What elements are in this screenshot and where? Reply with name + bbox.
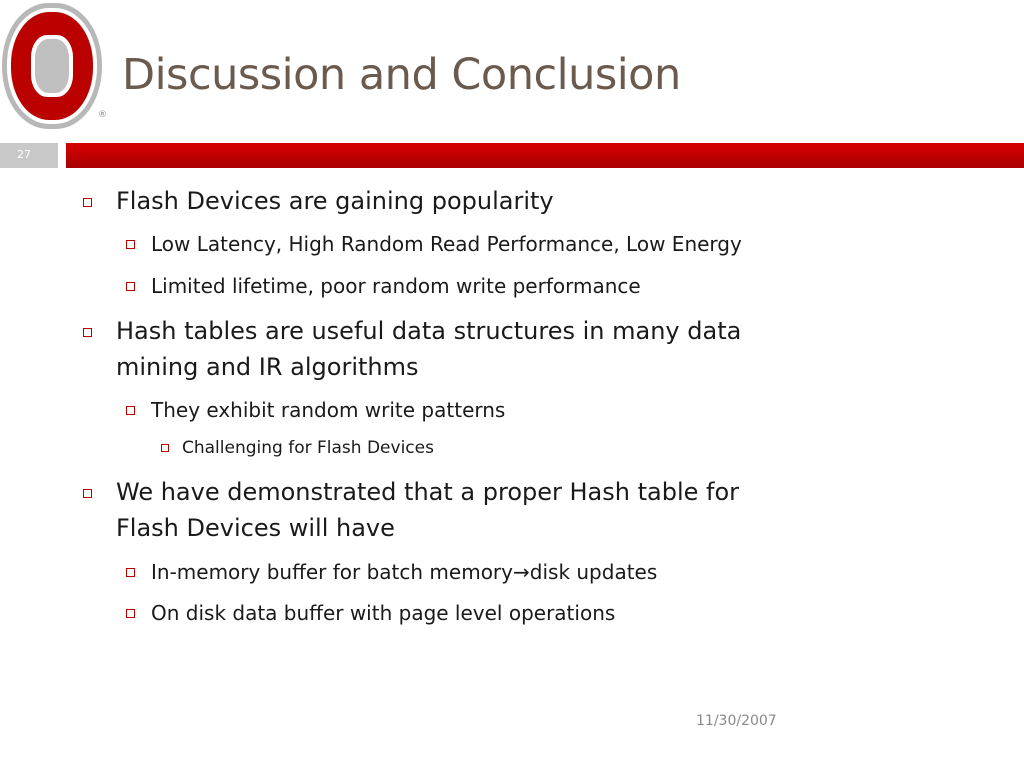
bullet-icon bbox=[161, 444, 169, 452]
bullet-level1-line2: mining and IR algorithms bbox=[116, 353, 419, 381]
bullet-level1-line2: Flash Devices will have bbox=[116, 514, 395, 542]
bullet-level3: Challenging for Flash Devices bbox=[182, 438, 434, 458]
bullet-level2: On disk data buffer with page level operations bbox=[151, 601, 616, 625]
bullet-icon bbox=[126, 406, 135, 415]
bullet-level2 bbox=[151, 559, 657, 585]
slide-title: Discussion and Conclusion bbox=[122, 50, 681, 100]
header-bar bbox=[66, 143, 1024, 168]
bullet-text-part: disk updates bbox=[529, 560, 658, 584]
bullet-text-part: In-memory buffer for batch memory bbox=[151, 560, 513, 584]
bullet-level2: Low Latency, High Random Read Performance, Low Energy bbox=[151, 232, 742, 256]
bullet-icon bbox=[126, 609, 135, 618]
bullet-icon bbox=[126, 282, 135, 291]
bullet-level2: They exhibit random write patterns bbox=[151, 398, 506, 422]
bullet-icon bbox=[126, 240, 135, 249]
bullet-level1-line1: Hash tables are useful data structures in many data bbox=[116, 317, 742, 345]
right-arrow-icon: → bbox=[513, 560, 530, 584]
slide-date: 11/30/2007 bbox=[696, 713, 777, 729]
bullet-level2: Limited lifetime, poor random write performance bbox=[151, 274, 641, 298]
bullet-icon bbox=[126, 568, 135, 577]
slide-number-box bbox=[0, 143, 58, 168]
slide-number: 27 bbox=[17, 148, 31, 161]
bullet-level1: Flash Devices are gaining popularity bbox=[116, 187, 554, 215]
registered-mark: ® bbox=[98, 110, 107, 120]
bullet-icon bbox=[83, 489, 92, 498]
bullet-icon bbox=[83, 198, 92, 207]
bullet-level1-line1: We have demonstrated that a proper Hash table for bbox=[116, 478, 740, 506]
ohio-state-logo bbox=[0, 0, 108, 130]
bullet-icon bbox=[83, 328, 92, 337]
